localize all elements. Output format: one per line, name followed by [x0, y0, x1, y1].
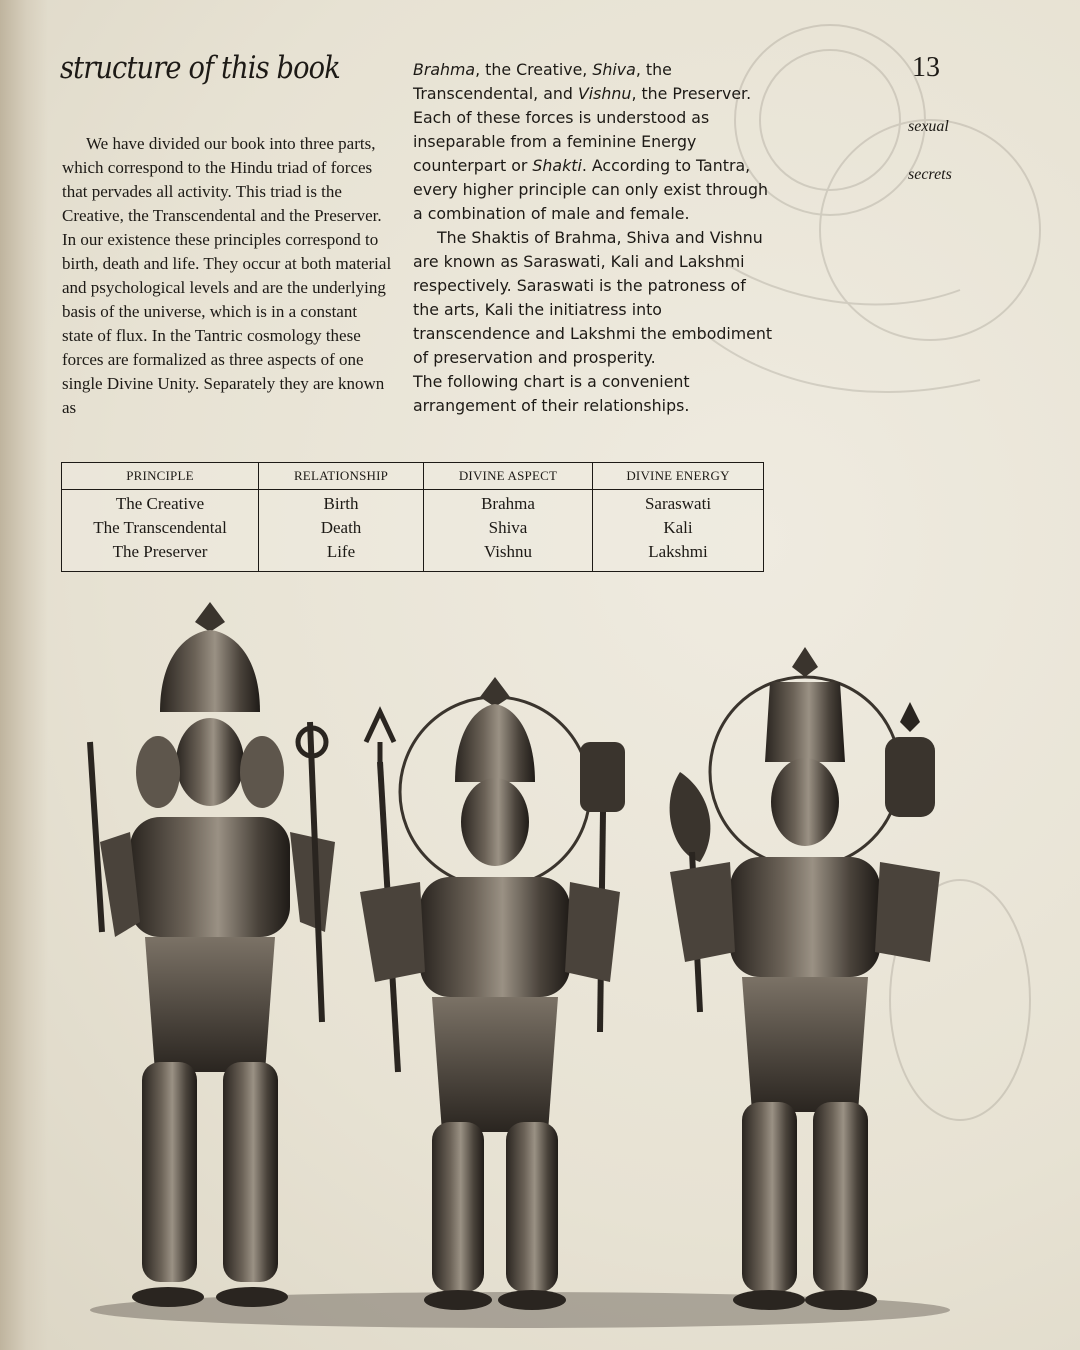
chart-header-row — [62, 463, 764, 490]
cell-relationship: Life — [326, 542, 356, 561]
text-fragment: , the Preserver. Each of these forces is understood as inseparable from a feminine Energy counterpart or — [413, 84, 752, 175]
relationship-chart — [61, 462, 764, 572]
deity-statues-illustration — [60, 592, 980, 1332]
page-number: 13 — [912, 52, 940, 83]
cell-divine-aspect: Shiva — [488, 518, 528, 537]
cell-relationship: Death — [320, 518, 362, 537]
page-gutter-shadow — [0, 0, 48, 1350]
cell-principle: The Transcendental — [93, 518, 227, 537]
column-principle — [62, 490, 259, 572]
header-divine-aspect: DIVINE ASPECT — [424, 463, 593, 490]
page-title: structure of this book — [60, 50, 340, 86]
vishnu-statue — [670, 647, 940, 1310]
shiva-statue — [360, 677, 625, 1310]
cell-divine-energy: Lakshmi — [648, 542, 708, 561]
term-shakti: Shakti — [532, 156, 582, 175]
intro-paragraph: We have divided our book into three parts, which correspond to the Hindu triad of forces that pervades all activity. This triad is the Creative, the Transcendental and the Preserver. In our existence these principles correspond to birth, death and life. They occur at both material and psychological levels and are the underlying basis of the universe, which is in a constant state of flux. In the Tantric cosmology these forces are formalized as three aspects of one single Divine Unity. Separately they are known as — [62, 134, 392, 417]
column-relationship — [259, 490, 424, 572]
running-head-sexual: sexual — [908, 118, 949, 135]
text-fragment: , the Creative, — [475, 60, 593, 79]
cell-principle: The Preserver — [112, 542, 208, 561]
text-fragment: . According to Tantra, every higher principle can only exist through a combination of male and female. — [413, 156, 769, 223]
column-divine-energy — [593, 490, 764, 572]
column-divine-aspect — [424, 490, 593, 572]
cell-principle: The Creative — [115, 494, 205, 513]
term-vishnu: Vishnu — [577, 84, 632, 103]
cell-divine-energy: Saraswati — [644, 494, 712, 513]
paragraph-chart-intro: The following chart is a convenient arrangement of their relationships. — [413, 372, 690, 415]
cell-relationship: Birth — [323, 494, 359, 513]
text-fragment: , the Transcendental, and — [413, 60, 672, 103]
paragraph-forces — [413, 58, 773, 226]
header-divine-energy: DIVINE ENERGY — [593, 463, 764, 490]
brahma-statue — [90, 602, 335, 1307]
cell-divine-aspect: Vishnu — [483, 542, 533, 561]
term-shiva: Shiva — [592, 60, 636, 79]
term-brahma: Brahma — [413, 60, 476, 79]
running-head-secrets: secrets — [908, 166, 952, 183]
cell-divine-aspect: Brahma — [481, 494, 535, 513]
left-text-column — [62, 132, 392, 420]
header-principle: PRINCIPLE — [62, 463, 259, 490]
cell-divine-energy: Kali — [663, 518, 693, 537]
paragraph-shaktis: The Shaktis of Brahma, Shiva and Vishnu are known as Saraswati, Kali and Lakshmi respectively. Saraswati is the patroness of the arts, Kali the initiatress into transcendence and Lakshmi the embodiment of preservation and prosperity. — [413, 228, 773, 367]
header-relationship: RELATIONSHIP — [259, 463, 424, 490]
right-text-column — [413, 58, 773, 418]
chart-body — [62, 490, 764, 572]
